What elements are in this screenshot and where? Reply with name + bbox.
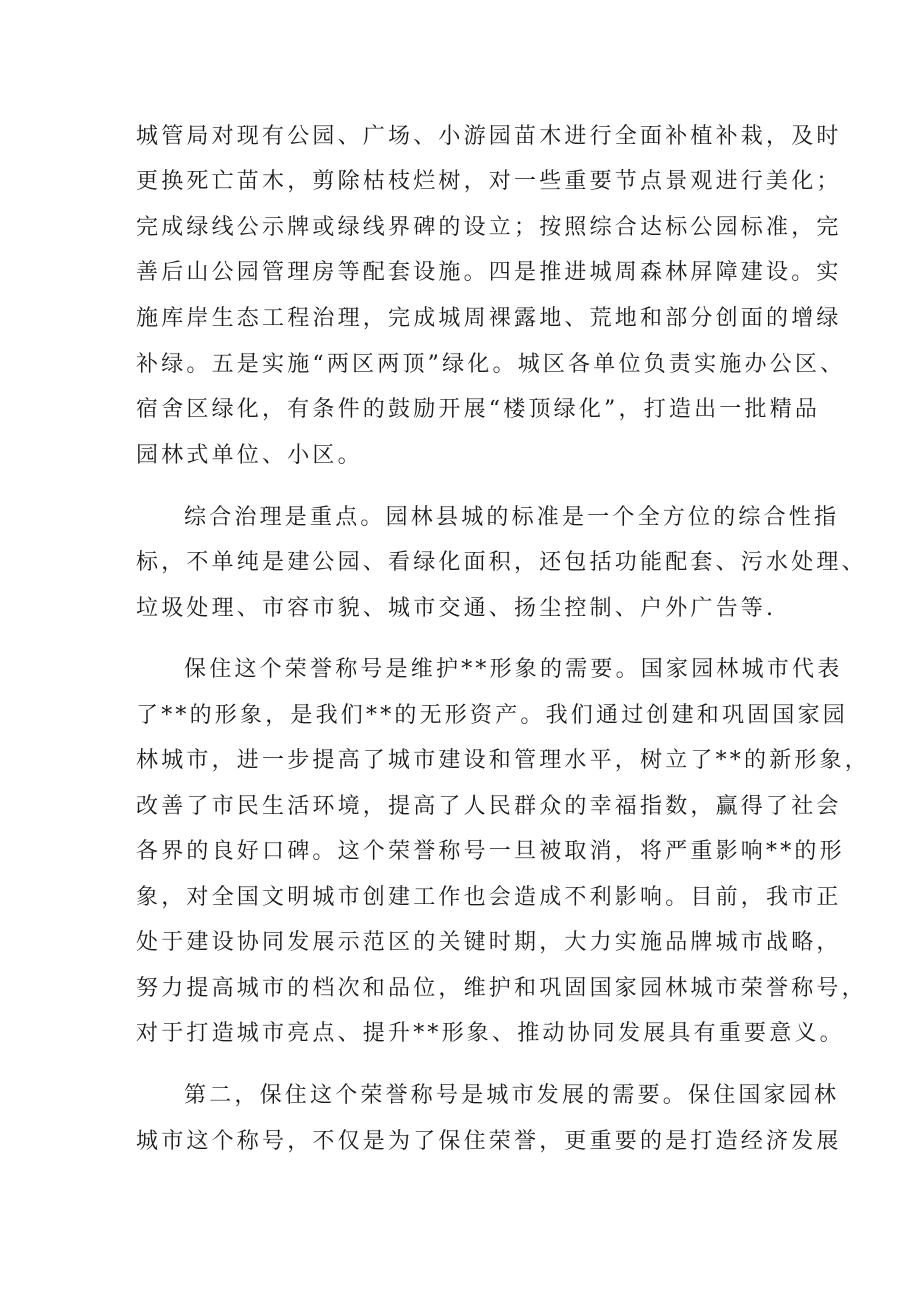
text-line: 补绿。五是实施“两区两顶”绿化。城区各单位负责实施办公区、	[136, 352, 846, 377]
paragraph-first-line: 综合治理是重点。园林县城的标准是一个全方位的综合性指	[184, 505, 840, 530]
text-line: 象，对全国文明城市创建工作也会造成不利影响。目前，我市正	[136, 885, 842, 910]
text-line: 了**的形象，是我们**的无形资产。我们通过创建和巩固国家园	[136, 703, 849, 728]
text-line: 完成绿线公示牌或绿线界碑的设立；按照综合达标公园标准，完	[136, 215, 842, 240]
text-line: 城市这个称号，不仅是为了保住荣誉，更重要的是打造经济发展	[136, 1129, 842, 1154]
text-line: 对于打造城市亮点、提升**形象、推动协同发展具有重要意义。	[136, 1021, 845, 1046]
text-line: 更换死亡苗木，剪除枯枝烂树，对一些重要节点景观进行美化；	[136, 169, 842, 194]
text-line: 各界的良好口碑。这个荣誉称号一旦被取消，将严重影响**的形	[136, 839, 845, 864]
text-line: 标，不单纯是建公园、看绿化面积，还包括功能配套、污水处理、	[136, 550, 867, 575]
paragraph-first-line: 保住这个荣誉称号是维护**形象的需要。国家园林城市代表	[184, 657, 843, 682]
text-line: 改善了市民生活环境，提高了人民群众的幸福指数，赢得了社会	[136, 794, 842, 819]
paragraph-first-line: 第二，保住这个荣誉称号是城市发展的需要。保住国家园林	[184, 1083, 840, 1108]
text-line: 园林式单位、小区。	[136, 443, 363, 468]
text-line: 城管局对现有公园、广场、小游园苗木进行全面补植补栽，及时	[136, 124, 842, 149]
text-line: 处于建设协同发展示范区的关键时期，大力实施品牌城市战略，	[136, 930, 842, 955]
text-line: 林城市，进一步提高了城市建设和管理水平，树立了**的新形象，	[136, 748, 871, 773]
text-line: 垃圾处理、市容市貌、城市交通、扬尘控制、户外广告等.	[136, 596, 777, 621]
text-line: 宿舍区绿化，有条件的鼓励开展“楼顶绿化”，打造出一批精品	[136, 397, 821, 422]
text-line: 善后山公园管理房等配套设施。四是推进城周森林屏障建设。实	[136, 260, 842, 285]
text-line: 施库岸生态工程治理，完成城周裸露地、荒地和部分创面的增绿	[136, 306, 842, 331]
text-line: 努力提高城市的档次和品位，维护和巩固国家园林城市荣誉称号，	[136, 976, 867, 1001]
